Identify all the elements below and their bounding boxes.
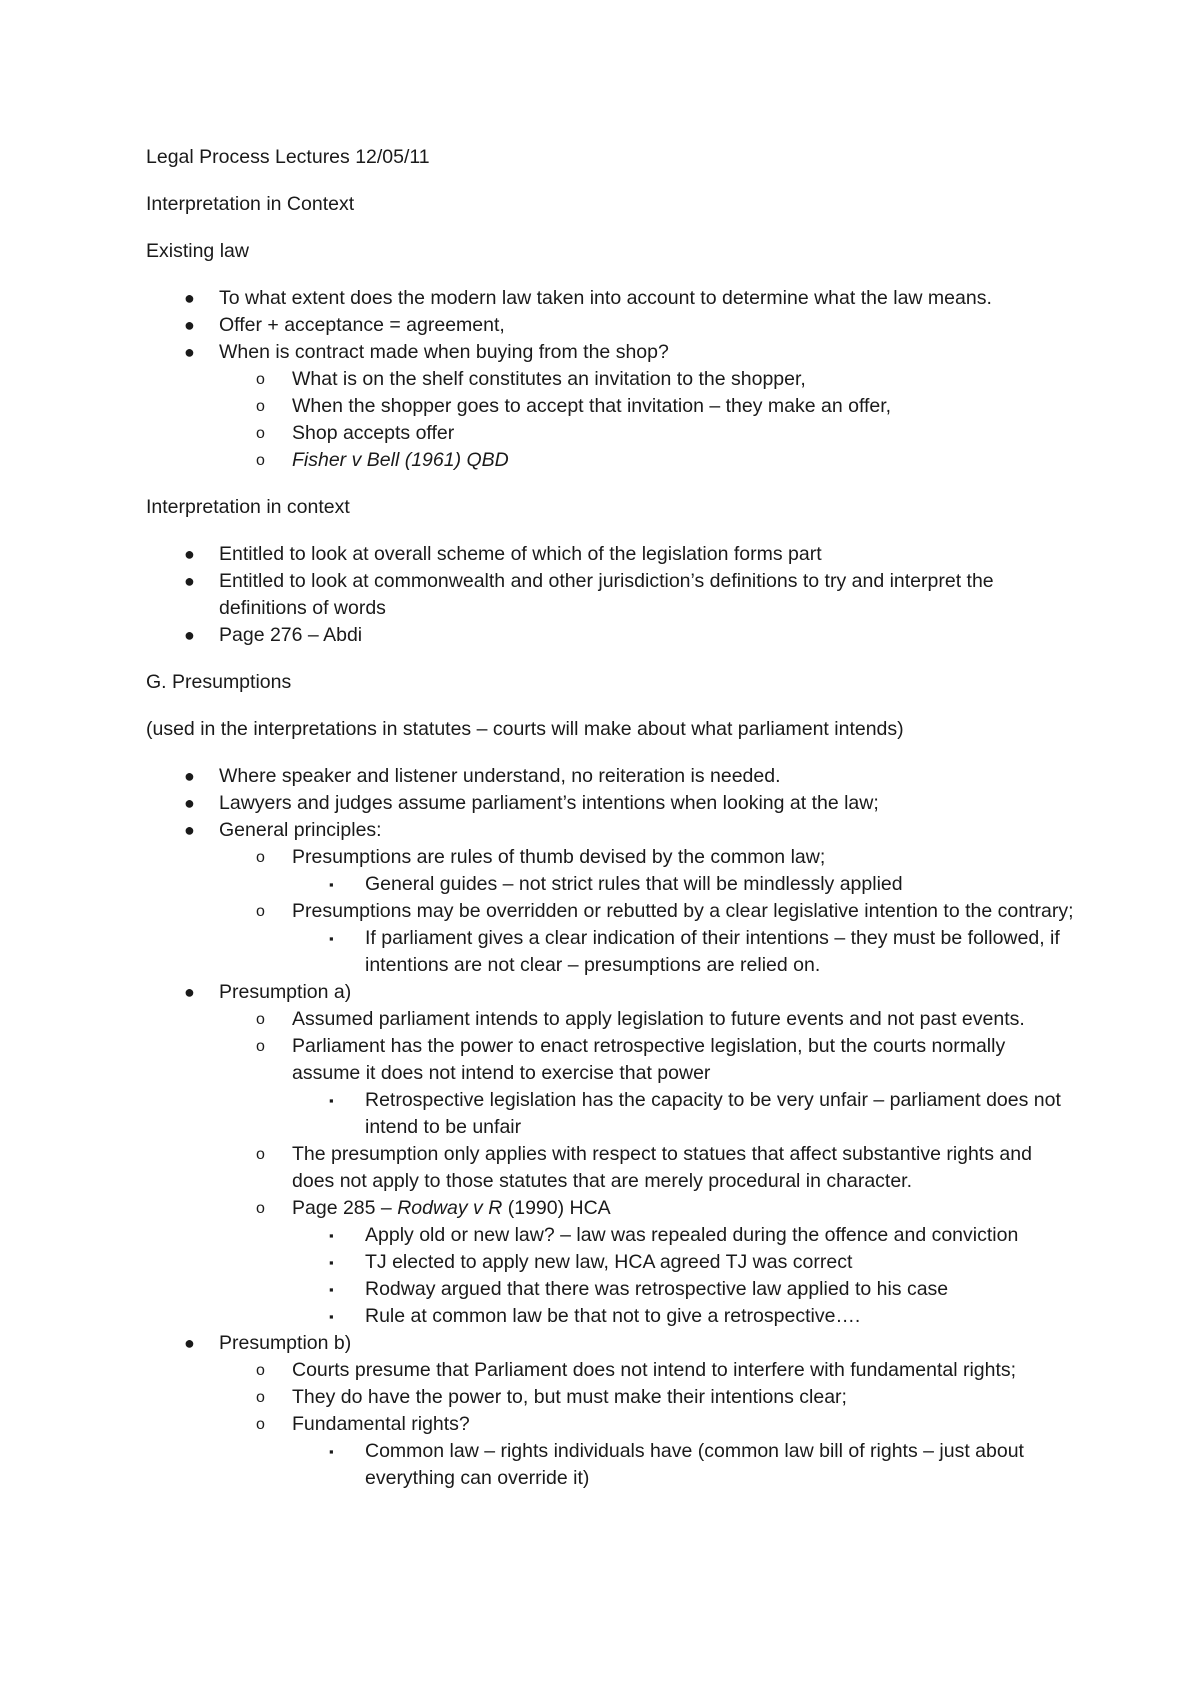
list-item: o Shop accepts offer xyxy=(146,420,1076,447)
square-bullet-icon: ▪ xyxy=(329,1228,334,1243)
square-bullet-icon: ▪ xyxy=(329,1255,334,1270)
list-item: ● Offer + acceptance = agreement, xyxy=(146,312,1076,339)
interpretation-context-list xyxy=(146,541,1076,649)
list-item: o When the shopper goes to accept that invitation – they make an offer, xyxy=(146,393,1076,420)
list-item: o They do have the power to, but must make their intentions clear; xyxy=(146,1384,1076,1411)
square-bullet-icon: ▪ xyxy=(329,1282,334,1297)
list-item: ● To what extent does the modern law taken into account to determine what the law means. xyxy=(146,285,1076,312)
circle-bullet-icon: o xyxy=(256,1200,265,1217)
list-item: ▪ If parliament gives a clear indication of their intentions – they must be followed, if intentions are not clear – presumptions are relied on. xyxy=(329,927,1060,976)
circle-bullet-icon: o xyxy=(256,849,265,866)
heading-presumptions: G. Presumptions xyxy=(146,671,292,693)
list-item: ▪ Apply old or new law? – law was repealed during the offence and conviction xyxy=(146,1222,1076,1249)
heading-existing-law: Existing law xyxy=(146,240,249,262)
bullet-icon: ● xyxy=(184,1333,195,1353)
list-item: ● When is contract made when buying from the shop? xyxy=(146,339,1076,366)
existing-law-list xyxy=(146,285,1076,474)
list-item: o The presumption only applies with respect to statues that affect substantive rights and does not apply to those statutes that are merely procedural in character. xyxy=(256,1143,1032,1192)
circle-bullet-icon: o xyxy=(256,1011,265,1028)
case-citation: Fisher v Bell (1961) QBD xyxy=(292,449,509,471)
square-bullet-icon: ▪ xyxy=(329,1093,334,1108)
presumptions-list xyxy=(146,763,1076,1492)
bullet-icon: ● xyxy=(184,571,195,591)
list-item: o Courts presume that Parliament does not intend to interfere with fundamental rights; xyxy=(146,1357,1076,1384)
list-item: o Assumed parliament intends to apply legislation to future events and not past events. xyxy=(146,1006,1076,1033)
heading-interpretation-context: Interpretation in context xyxy=(146,496,350,518)
bullet-icon: ● xyxy=(184,315,195,335)
list-item: ▪ Rodway argued that there was retrospective law applied to his case xyxy=(146,1276,1076,1303)
circle-bullet-icon: o xyxy=(256,1038,265,1055)
list-item: o Parliament has the power to enact retrospective legislation, but the courts normally assume it does not intend to exercise that power xyxy=(256,1035,1006,1084)
heading-interpretation-in-context: Interpretation in Context xyxy=(146,193,355,215)
bullet-icon: ● xyxy=(184,982,195,1002)
circle-bullet-icon: o xyxy=(256,425,265,442)
bullet-icon: ● xyxy=(184,544,195,564)
list-item: ● Presumption b) xyxy=(146,1330,1076,1357)
list-item: ● General principles: xyxy=(146,817,1076,844)
list-item: ● Where speaker and listener understand, no reiteration is needed. xyxy=(146,763,1076,790)
square-bullet-icon: ▪ xyxy=(329,1444,334,1459)
circle-bullet-icon: o xyxy=(256,903,265,920)
list-item: o Presumptions are rules of thumb devised by the common law; xyxy=(146,844,1076,871)
list-item: ▪ General guides – not strict rules that will be mindlessly applied xyxy=(146,871,1076,898)
square-bullet-icon: ▪ xyxy=(329,877,334,892)
circle-bullet-icon: o xyxy=(256,398,265,415)
list-item xyxy=(146,447,1076,474)
circle-bullet-icon: o xyxy=(256,1389,265,1406)
list-item: ● Page 276 – Abdi xyxy=(146,622,1076,649)
bullet-icon: ● xyxy=(184,820,195,840)
list-item: ▪ Common law – rights individuals have (common law bill of rights – just about everything can override it) xyxy=(329,1440,1024,1489)
list-item: ● Lawyers and judges assume parliament’s intentions when looking at the law; xyxy=(146,790,1076,817)
circle-bullet-icon: o xyxy=(256,452,265,469)
list-item: ▪ Retrospective legislation has the capacity to be very unfair – parliament does not intend to be unfair xyxy=(329,1089,1061,1138)
bullet-icon: ● xyxy=(184,342,195,362)
presumptions-intro: (used in the interpretations in statutes – courts will make about what parliament intends) xyxy=(146,718,904,740)
bullet-icon: ● xyxy=(184,625,195,645)
bullet-icon: ● xyxy=(184,793,195,813)
circle-bullet-icon: o xyxy=(256,1146,265,1163)
list-item: ▪ TJ elected to apply new law, HCA agreed TJ was correct xyxy=(146,1249,1076,1276)
square-bullet-icon: ▪ xyxy=(329,1309,334,1324)
circle-bullet-icon: o xyxy=(256,1362,265,1379)
bullet-icon: ● xyxy=(184,288,195,308)
list-item: o Fundamental rights? xyxy=(146,1411,1076,1438)
circle-bullet-icon: o xyxy=(256,371,265,388)
circle-bullet-icon: o xyxy=(256,1416,265,1433)
list-item: o Page 285 – Rodway v R (1990) HCA xyxy=(146,1195,1076,1222)
list-item: ▪ Rule at common law be that not to give a retrospective…. xyxy=(146,1303,1076,1330)
square-bullet-icon: ▪ xyxy=(329,931,334,946)
list-item: ● Entitled to look at overall scheme of which of the legislation forms part xyxy=(146,541,1076,568)
list-item: ● Entitled to look at commonwealth and other jurisdiction’s definitions to try and interpret the definitions of words xyxy=(184,570,994,619)
document-title: Legal Process Lectures 12/05/11 xyxy=(146,146,430,168)
list-item: o What is on the shelf constitutes an invitation to the shopper, xyxy=(146,366,1076,393)
bullet-icon: ● xyxy=(184,766,195,786)
list-item: ● Presumption a) xyxy=(146,979,1076,1006)
case-citation: Rodway v R xyxy=(397,1197,503,1219)
document-page xyxy=(146,144,1076,1512)
list-item: o Presumptions may be overridden or rebutted by a clear legislative intention to the contrary; xyxy=(146,898,1076,925)
